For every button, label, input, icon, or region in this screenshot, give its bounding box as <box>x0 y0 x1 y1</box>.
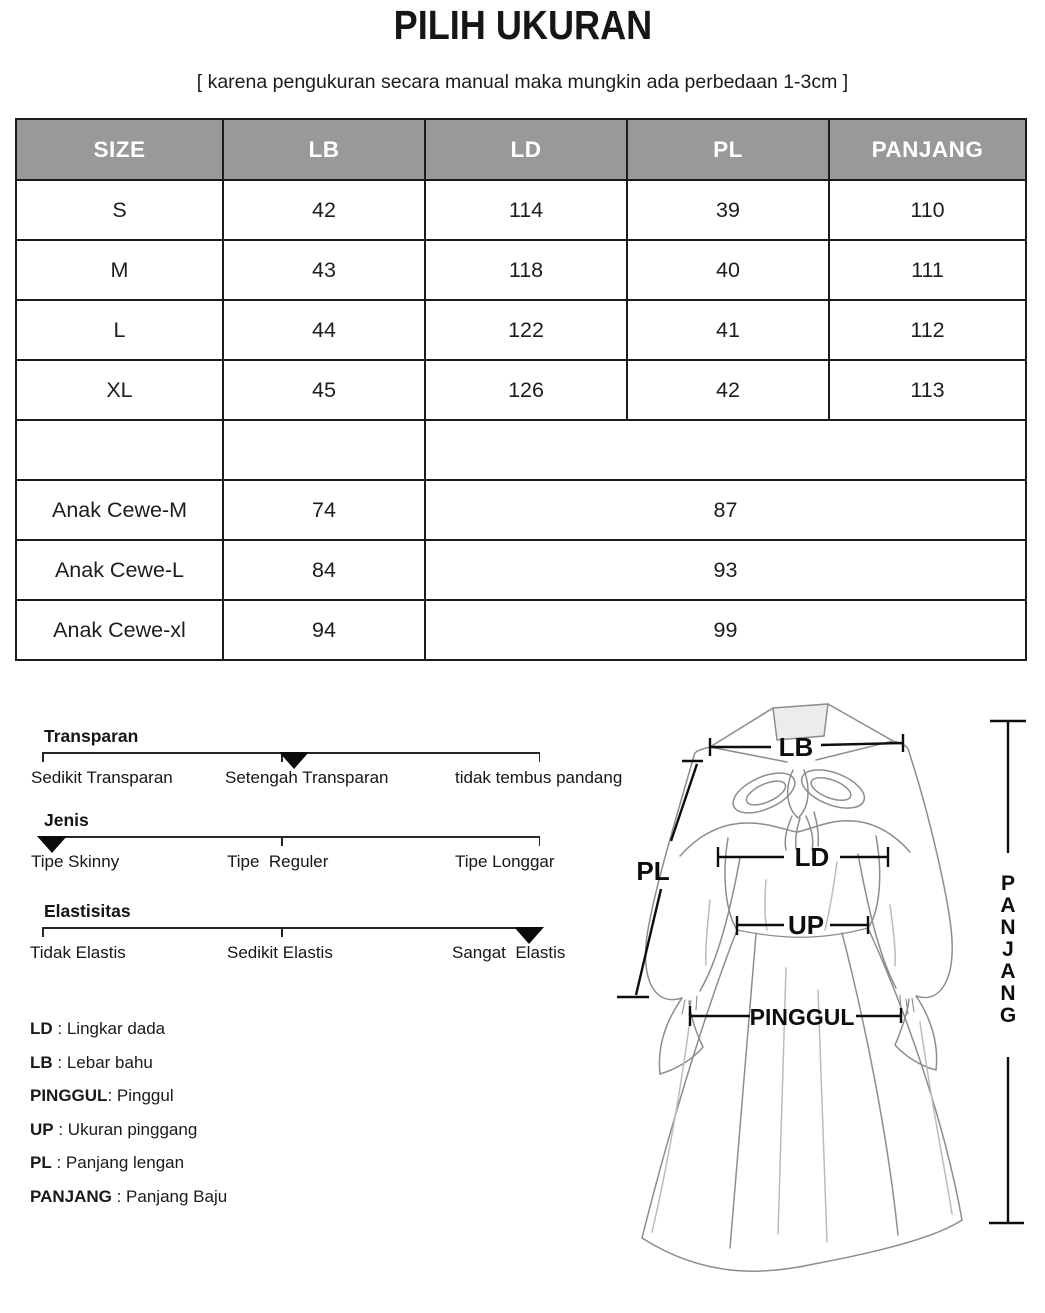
pinggul-label: PINGGUL <box>749 1004 855 1030</box>
scale-title: Elastisitas <box>44 901 131 921</box>
cell-lb: 94 <box>223 600 425 660</box>
cell-pl: 40 <box>627 240 829 300</box>
ld-label: LD <box>794 842 830 872</box>
table-row-spacer <box>16 420 1026 480</box>
scale-title: Jenis <box>44 810 89 830</box>
scale-label-high: Sangat Elastis <box>452 943 566 962</box>
legend-abbr: LB <box>30 1052 53 1072</box>
cell-empty-merged <box>425 420 1026 480</box>
col-header-size: SIZE <box>16 119 223 180</box>
legend-item-panjang <box>30 1180 227 1214</box>
scale-title: Transparan <box>44 726 139 746</box>
cell-ld-value: 93 <box>713 557 738 582</box>
legend-sep: : <box>51 1153 66 1172</box>
panjang-letter: P <box>1000 872 1016 895</box>
dress-sketch <box>642 704 962 1271</box>
legend-item-pinggul <box>30 1079 227 1113</box>
scale-jenis <box>30 810 670 874</box>
legend-sep: : <box>52 1019 67 1038</box>
legend-desc: Panjang lengan <box>65 1153 185 1172</box>
scale-marker-triangle-icon <box>37 836 67 853</box>
legend-sep: : <box>53 1119 68 1139</box>
cell-size: M <box>16 240 223 300</box>
scale-tick-middle <box>281 836 283 846</box>
scale-label-high: Tipe Longgar <box>455 852 555 871</box>
panjang-letter: J <box>1002 938 1014 961</box>
page-title: PILIH UKURAN <box>393 2 652 48</box>
cell-ld: 114 <box>425 180 627 240</box>
scale-marker-triangle-icon <box>279 752 309 769</box>
scale-label-high: tidak tembus pandang <box>455 768 623 787</box>
cell-lb: 74 <box>223 480 425 540</box>
scale-marker-triangle-icon <box>514 927 544 944</box>
legend-abbr: PL <box>30 1153 52 1172</box>
scale-tick-middle <box>281 927 283 937</box>
scale-label-mid: Sedikit Elastis <box>227 943 333 962</box>
cell-size: Anak Cewe-L <box>16 540 223 600</box>
scale-tick-end <box>539 752 541 762</box>
cell-ld-merged <box>425 480 1026 540</box>
col-header-lb: LB <box>223 119 425 180</box>
cell-pl: 39 <box>627 180 829 240</box>
legend-desc: Lebar bahu <box>66 1052 153 1072</box>
legend-sep: : <box>52 1052 67 1072</box>
scale-label-low: Sedikit Transparan <box>31 768 173 787</box>
col-header-panjang: PANJANG <box>829 119 1026 180</box>
panjang-letter: A <box>1000 894 1016 917</box>
cell-pl: 42 <box>627 360 829 420</box>
legend-sep: : <box>111 1186 127 1206</box>
cell-ld-merged <box>425 600 1026 660</box>
cell-ld: 118 <box>425 240 627 300</box>
col-header-ld: LD <box>425 119 627 180</box>
cell-size: Anak Cewe-xl <box>16 600 223 660</box>
cell-empty <box>223 420 425 480</box>
scale-labels <box>30 768 670 790</box>
legend-item-ld <box>30 1012 227 1046</box>
table-row-anak-cewe-m <box>16 480 1026 540</box>
scale-line <box>42 927 540 929</box>
legend-item-lb <box>30 1046 227 1080</box>
table-row-anak-cewe-xl <box>16 600 1026 660</box>
panjang-letter: A <box>1000 960 1016 983</box>
cell-lb: 42 <box>223 180 425 240</box>
legend-abbr: LD <box>30 1019 53 1038</box>
cell-panjang: 113 <box>829 360 1026 420</box>
table-row-xl <box>16 360 1026 420</box>
table-row-anak-cewe-l <box>16 540 1026 600</box>
scale-tick-start <box>42 752 44 762</box>
pl-label: PL <box>636 856 670 886</box>
legend-abbr: UP <box>30 1119 54 1139</box>
scale-elastisitas <box>30 901 670 965</box>
cell-lb: 43 <box>223 240 425 300</box>
legend-sep: : <box>107 1086 117 1105</box>
table-row-s <box>16 180 1026 240</box>
scale-line <box>42 836 540 838</box>
panjang-letter: N <box>1000 916 1016 939</box>
table-row-m <box>16 240 1026 300</box>
scale-line <box>42 752 540 754</box>
up-label: UP <box>787 910 825 940</box>
measurement-disclaimer: [ karena pengukuran secara manual maka mungkin ada perbedaan 1-3cm ] <box>196 71 849 93</box>
legend-abbr: PANJANG <box>30 1186 112 1206</box>
cell-lb: 84 <box>223 540 425 600</box>
cell-ld-value: 99 <box>713 617 738 642</box>
legend-desc: Ukuran pinggang <box>67 1119 198 1139</box>
legend-desc: Lingkar dada <box>66 1019 166 1038</box>
neck-bow <box>727 762 869 850</box>
cell-ld: 126 <box>425 360 627 420</box>
size-table <box>15 118 1027 661</box>
panjang-letter: N <box>1000 982 1016 1005</box>
panjang-letter: G <box>999 1004 1017 1027</box>
scale-tick-start <box>42 927 44 937</box>
cell-lb: 45 <box>223 360 425 420</box>
measurement-lines <box>617 721 1026 1223</box>
legend-desc: Panjang Baju <box>126 1186 228 1206</box>
table-row-l <box>16 300 1026 360</box>
scale-label-low: Tipe Skinny <box>31 852 120 871</box>
col-header-pl: PL <box>627 119 829 180</box>
cell-panjang: 112 <box>829 300 1026 360</box>
scale-labels <box>30 943 670 965</box>
size-table-header-row <box>16 119 1026 180</box>
cell-empty <box>16 420 223 480</box>
cell-size: L <box>16 300 223 360</box>
abbreviation-legend <box>30 1012 227 1213</box>
dress-measurement-diagram <box>590 690 1045 1313</box>
cell-panjang: 110 <box>829 180 1026 240</box>
page-title-wrap <box>0 2 1045 49</box>
cell-size: Anak Cewe-M <box>16 480 223 540</box>
cell-ld-value: 87 <box>713 497 738 522</box>
cell-size: XL <box>16 360 223 420</box>
cell-pl: 41 <box>627 300 829 360</box>
cell-lb: 44 <box>223 300 425 360</box>
scale-label-mid: Tipe Reguler <box>227 852 329 871</box>
scale-label-low: Tidak Elastis <box>30 943 126 962</box>
legend-item-pl <box>30 1146 227 1180</box>
scale-labels <box>30 852 670 874</box>
cell-size: S <box>16 180 223 240</box>
scale-tick-end <box>539 836 541 846</box>
lb-label: LB <box>778 732 814 762</box>
legend-desc: Pinggul <box>116 1086 174 1105</box>
cell-ld: 122 <box>425 300 627 360</box>
legend-abbr: PINGGUL <box>30 1086 108 1105</box>
scale-transparan <box>30 726 670 790</box>
cell-ld-merged <box>425 540 1026 600</box>
scale-label-mid: Setengah Transparan <box>225 768 389 787</box>
legend-item-up <box>30 1113 227 1147</box>
cell-panjang: 111 <box>829 240 1026 300</box>
